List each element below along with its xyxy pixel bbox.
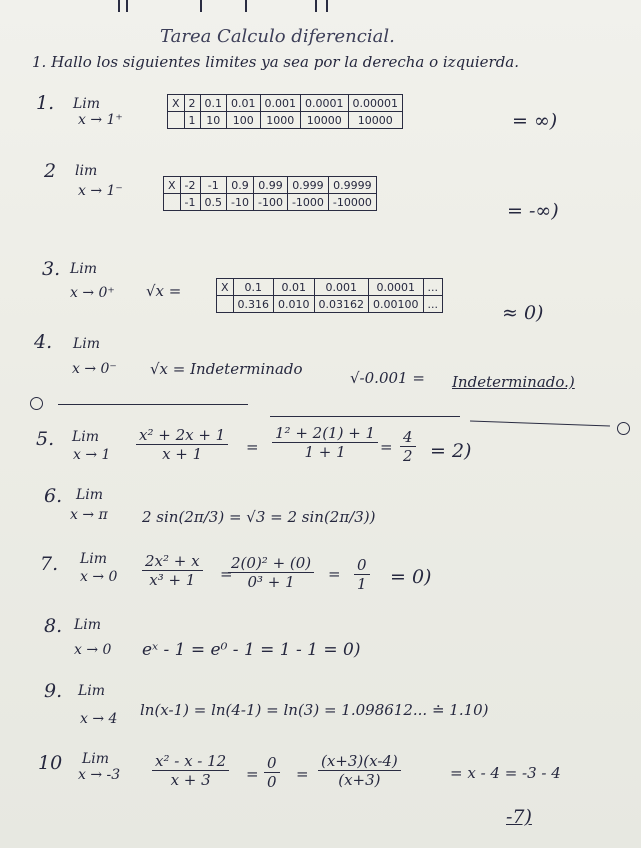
limit-expression: 2 sin(2π/3) = √3 = 2 sin(2π/3)) bbox=[142, 508, 376, 526]
limit-subscript: x → 0 bbox=[74, 642, 112, 658]
page-title: Tarea Calculo diferencial. bbox=[160, 26, 395, 47]
limit-label: Lim bbox=[73, 96, 101, 112]
problem-number: 6. bbox=[44, 485, 63, 507]
equals-sign: = bbox=[296, 765, 309, 783]
limit-subscript: x → 0⁻ bbox=[72, 361, 117, 377]
equals-sign: = bbox=[380, 438, 393, 456]
table-cell: 0.999 bbox=[287, 177, 328, 194]
table-row bbox=[217, 279, 443, 296]
table-cell: X bbox=[168, 95, 185, 112]
limit-result: = ∞) bbox=[512, 110, 558, 132]
limit-subscript: x → -3 bbox=[78, 767, 121, 783]
limit-result: -7) bbox=[506, 806, 532, 828]
fraction: $\frac{0}{0}$ bbox=[264, 754, 280, 791]
table-cell: 10000 bbox=[301, 112, 349, 129]
table-cell: 1 bbox=[184, 112, 200, 129]
table-cell: 10000 bbox=[348, 112, 403, 129]
equals-sign: = bbox=[220, 565, 233, 583]
problem-number: 1. bbox=[36, 92, 55, 114]
problem-number: 2 bbox=[44, 160, 57, 182]
limit-subscript: x → 0⁺ bbox=[70, 285, 115, 301]
simplified-expression: = x - 4 = -3 - 4 bbox=[450, 764, 561, 782]
table-row bbox=[168, 95, 403, 112]
values-table bbox=[216, 278, 443, 313]
table-cell: 0.01 bbox=[227, 95, 261, 112]
divider-circle bbox=[30, 397, 43, 410]
limit-label: lim bbox=[75, 163, 98, 179]
limit-label: Lim bbox=[70, 261, 98, 277]
limit-label: Lim bbox=[78, 683, 106, 699]
limit-result: = 0) bbox=[390, 566, 432, 588]
table-cell: 0.1 bbox=[233, 279, 274, 296]
evaluation-expression: √-0.001 = bbox=[350, 369, 425, 387]
table-cell: ... bbox=[423, 296, 443, 313]
fraction: $\frac{4}{2}$ bbox=[400, 428, 416, 465]
function-expression: √x = bbox=[146, 282, 182, 300]
table-cell: 2 bbox=[184, 95, 200, 112]
table-cell: X bbox=[164, 177, 181, 194]
problem-number: 8. bbox=[44, 615, 63, 637]
fraction: $\frac{(x+3)(x-4)}{(x+3)}$ bbox=[318, 752, 401, 789]
divider-circle bbox=[617, 422, 630, 435]
table-cell: -2 bbox=[180, 177, 200, 194]
limit-label: Lim bbox=[80, 551, 108, 567]
table-row bbox=[168, 112, 403, 129]
values-table bbox=[167, 94, 403, 129]
limit-subscript: x → 4 bbox=[80, 711, 118, 727]
problem-number: 5. bbox=[36, 428, 55, 450]
limit-label: Lim bbox=[72, 429, 100, 445]
table-cell: 0.99 bbox=[253, 177, 287, 194]
table-cell: -10 bbox=[227, 194, 254, 211]
table-cell: 0.010 bbox=[274, 296, 315, 313]
limit-result: = 2) bbox=[430, 440, 472, 462]
table-cell: -1000 bbox=[287, 194, 328, 211]
limit-expression: √x = Indeterminado bbox=[150, 360, 303, 378]
limit-result: ≈ 0) bbox=[502, 302, 544, 324]
table-cell bbox=[217, 296, 234, 313]
top-edge-marks bbox=[0, 0, 641, 14]
table-cell: 0.5 bbox=[200, 194, 227, 211]
table-cell: 0.316 bbox=[233, 296, 274, 313]
limit-subscript: x → 1 bbox=[73, 447, 111, 463]
table-cell: 0.00001 bbox=[348, 95, 403, 112]
limit-expression: eˣ - 1 = e⁰ - 1 = 1 - 1 = 0) bbox=[142, 640, 361, 660]
table-cell: 0.001 bbox=[314, 279, 369, 296]
table-cell: 0.9 bbox=[227, 177, 254, 194]
table-cell: 10 bbox=[200, 112, 227, 129]
problem-number: 4. bbox=[34, 331, 53, 353]
equals-sign: = bbox=[246, 765, 259, 783]
section-divider bbox=[270, 416, 460, 417]
equals-sign: = bbox=[328, 565, 341, 583]
table-cell: 0.001 bbox=[260, 95, 301, 112]
problem-number: 3. bbox=[42, 258, 61, 280]
limit-subscript: x → π bbox=[70, 507, 108, 523]
limit-expression: ln(x-1) = ln(4-1) = ln(3) = 1.098612... ≐ 1.10) bbox=[140, 701, 489, 719]
table-cell: 0.00100 bbox=[369, 296, 424, 313]
problem-number: 7. bbox=[40, 553, 59, 575]
limit-label: Lim bbox=[74, 617, 102, 633]
fraction: $\frac{\text{1² + 2(1) + 1}}{1 + 1}$ bbox=[272, 424, 378, 461]
equals-sign: = bbox=[246, 438, 259, 456]
table-cell: 1000 bbox=[260, 112, 301, 129]
problem-number: 9. bbox=[44, 680, 63, 702]
table-cell: -1 bbox=[200, 177, 227, 194]
section-divider bbox=[58, 404, 248, 405]
table-row bbox=[164, 194, 377, 211]
table-cell: ... bbox=[423, 279, 443, 296]
limit-label: Lim bbox=[82, 751, 110, 767]
problem-number: 10 bbox=[38, 752, 63, 774]
section-divider bbox=[470, 421, 610, 427]
table-cell: 0.01 bbox=[274, 279, 315, 296]
table-cell: 0.0001 bbox=[301, 95, 349, 112]
table-cell: 0.1 bbox=[200, 95, 227, 112]
instruction-text: 1. Hallo los siguientes limites ya sea por la derecha o izquierda. bbox=[32, 53, 520, 71]
table-cell bbox=[164, 194, 181, 211]
table-cell: 0.9999 bbox=[328, 177, 376, 194]
limit-label: Lim bbox=[73, 336, 101, 352]
limit-subscript: x → 1⁻ bbox=[78, 183, 123, 199]
limit-result: Indeterminado.) bbox=[452, 373, 575, 391]
table-cell: -100 bbox=[253, 194, 287, 211]
limit-result: = -∞) bbox=[507, 200, 559, 222]
fraction: $\frac{\text{2x² + x}}{\text{x³ + 1}}$ bbox=[142, 552, 203, 589]
fraction: $\frac{\text{x² - x - 12}}{x + 3}$ bbox=[152, 752, 229, 789]
fraction: $\frac{\text{x² + 2x + 1}}{x + 1}$ bbox=[136, 426, 228, 463]
values-table bbox=[163, 176, 377, 211]
table-cell: 0.03162 bbox=[314, 296, 369, 313]
table-cell: -10000 bbox=[328, 194, 376, 211]
table-row bbox=[164, 177, 377, 194]
fraction: $\frac{\text{2(0)² + (0)}}{\text{0³ + 1}}$ bbox=[228, 554, 314, 591]
limit-subscript: x → 0 bbox=[80, 569, 118, 585]
table-row bbox=[217, 296, 443, 313]
table-cell: 0.0001 bbox=[369, 279, 424, 296]
table-cell: 100 bbox=[227, 112, 261, 129]
fraction: $\frac{0}{1}$ bbox=[354, 556, 370, 593]
limit-label: Lim bbox=[76, 487, 104, 503]
limit-subscript: x → 1⁺ bbox=[78, 112, 123, 128]
table-cell: -1 bbox=[180, 194, 200, 211]
table-cell bbox=[168, 112, 185, 129]
table-cell: X bbox=[217, 279, 234, 296]
